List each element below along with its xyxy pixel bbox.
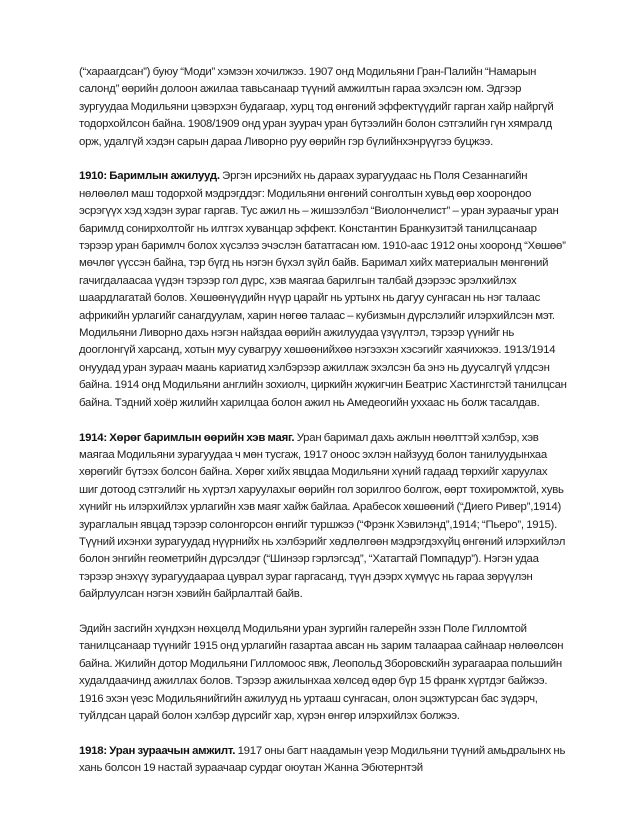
paragraph-1-text: (“хараагдсан”) буюу “Моди” хэмээн хочилжээ. 1907 онд Модильяни Гран-Палийн “Намарын салонд” өөрийн долоон ажилаа тавьсанаар түүний амжилтын гараа эхэлсэн юм. Эдгээр зургуудаа Модильяни цэвэрхэн будагаар, хурц тод өнгөний эффектүүдийг гарган хайр найргүй тодорхойлсон байна. 1908/1909 онд уран зуурач уран бүтээлийн болон сэтгэлийн гүн хямралд орж, удалгүй хэдэн сарын дараа Ливорно руу өөрийн гэр бүлийнхэнрүүгээ буцжээ.	[79, 66, 554, 148]
section-heading-1914: 1914: Хөрөг баримлын өөрийн хэв маяг.	[79, 431, 295, 444]
paragraph-3	[79, 430, 567, 604]
paragraph-3-text: Уран баримал дахь ажлын нөөлттэй хэлбэр, хэв маягаа Модильяни зурагуудаа ч мөн тусгаж, 1917 оноос эхлэн найзууд болон танилуудынхаа хөрөгийг бүтээх болсон байна. Хөрөг хийх явцдаа Модильяни хүний гадаад төрхийг харуулах шиг дотоод сэтгэлийг нь хүртэл харуулахыг өөрийн гол зорилгоо болгож, өөрт тохиромжтой, хувь хүнийг нь илэрхийлэх урлагийн хэв маяг хайж байлаа. Арабесок хөшөөний (“Диего Ривер”,1914) зураглалын явцад тэрээр солонгорсон өнгийг туршжээ (“Фрэнк Хэвилэнд”,1914; “Пьеро”, 1915). Түүний ихэнхи зурагуудад нүүрнийх нь хэлбэрийг хөдлөлгөөн мэдрэгдэхүйц өнгөний илэрхийлэл болон энгийн геометрийн дүрсэлдэг (“Шинээр гэрлэгсэд”, “Хатагтай Помпадур”). Нэгэн удаа тэрээр энэхүү зурагуудаараа цуврал зураг гаргасанд, түүн дээрх хүмүүс нь гараа зөрүүлэн байрлуулсан нэгэн хэвийн байрлалтай байв.	[79, 431, 566, 601]
paragraph-2	[79, 168, 567, 412]
paragraph-4	[79, 621, 567, 725]
paragraph-4-text: Эдийн засгийн хүндхэн нөхцөлд Модильяни уран зургийн галерейн эзэн Поле Гилломтой танилцсанаар түүнийг 1915 онд урлагийн газартаа авсан нь зарим талаараа сайнаар нөлөөлсөн байна. Жилийн дотор Модильяни Гилломоос явж, Леопольд Зборовскийн зурагаараа польшийн худалдаачинд ажиллах болов. Тэрээр ажилынхаа хөлсөд өдөр бүр 15 франк хүртдэг байжээ. 1916 эхэн үеэс Модильянийгийн ажилууд нь уртааш сунгасан, олон эцэжтурсан бас зүдэрч, туйлдсан царай болон хэлбэр дүрсийг хар, хүрэн өнгөр илэрхийлэх болжээ.	[79, 622, 564, 722]
document-page	[79, 64, 567, 795]
paragraph-2-text: Эргэн ирсэнийх нь дараах зурагуудаас нь Поля Сезаннагийн нөлөөлөл маш тодорхой мэдрэгддэг: Модильяни өнгөний сонголтын хувьд өөр хоорондоо эсрэгүүх хэд хэдэн зураг гаргав. Тус ажил нь – жишээлбэл “Виолончелист” – уран зураачыг уран баримлд сонирхолтойг нь илтгэх хуванцар эффект. Константин Бранкузитэй танилцсанаар тэрээр уран баримлч болох хүсэлээ эчэслэн бататгасан юм. 1910-аас 1912 оны хооронд “Хөшөө” мөчлөг үүссэн байна, тэр бүгд нь нэгэн бүхэл зүйл байв. Баримал хийх материалын мөнгөний гачигдалаасаа үүдэн тэрээр гол дүрс, хэв маягаа барилгын талбай дээрээс эрэлхийлэх шаардлагатай болов. Хөшөөнүүдийн нүүр царайг нь уртынх нь дагуу сунгасан нь нэг талаас африкийн урлагийг санагдуулам, харин нөгөө талаас – кубизмын дүрслэлийг илэрхийлсэн мэт. Модильяни Ливорно дахь нэгэн найздаа өөрийн ажилуудаа үзүүлтэл, тэрээр үүнийг нь дооглонгүй харсанд, хотын муу сувагруу хөшөөнийхөө нэгээхэн хэсэгийг хаячихжээ. 1913/1914 онуудад уран зураач маань кариатид хэлбэрээр ажиллаж эхэлсэн ба энэ нь дуусалгүй үлдсэн байна. 1914 онд Модильяни английн зохиолч, циркийн жүжигчин Беатрис Хастингстэй танилцсан байна. Тэдний хоёр жилийн харилцаа болон ажил нь Амедеогийн уххаас нь болж тасалдав.	[79, 170, 567, 409]
section-heading-1910: 1910: Баримлын ажилууд.	[79, 170, 220, 183]
paragraph-5	[79, 743, 567, 778]
paragraph-1	[79, 64, 567, 151]
paragraph-5-text: 1917 оны багт наадамын үеэр Модильяни түүний амьдралынх нь хань болсон 19 настай зураачаар сурдаг оюутан Жанна Эбютернтэй	[79, 744, 566, 775]
section-heading-1918: 1918: Уран зураачын амжилт.	[79, 744, 236, 757]
